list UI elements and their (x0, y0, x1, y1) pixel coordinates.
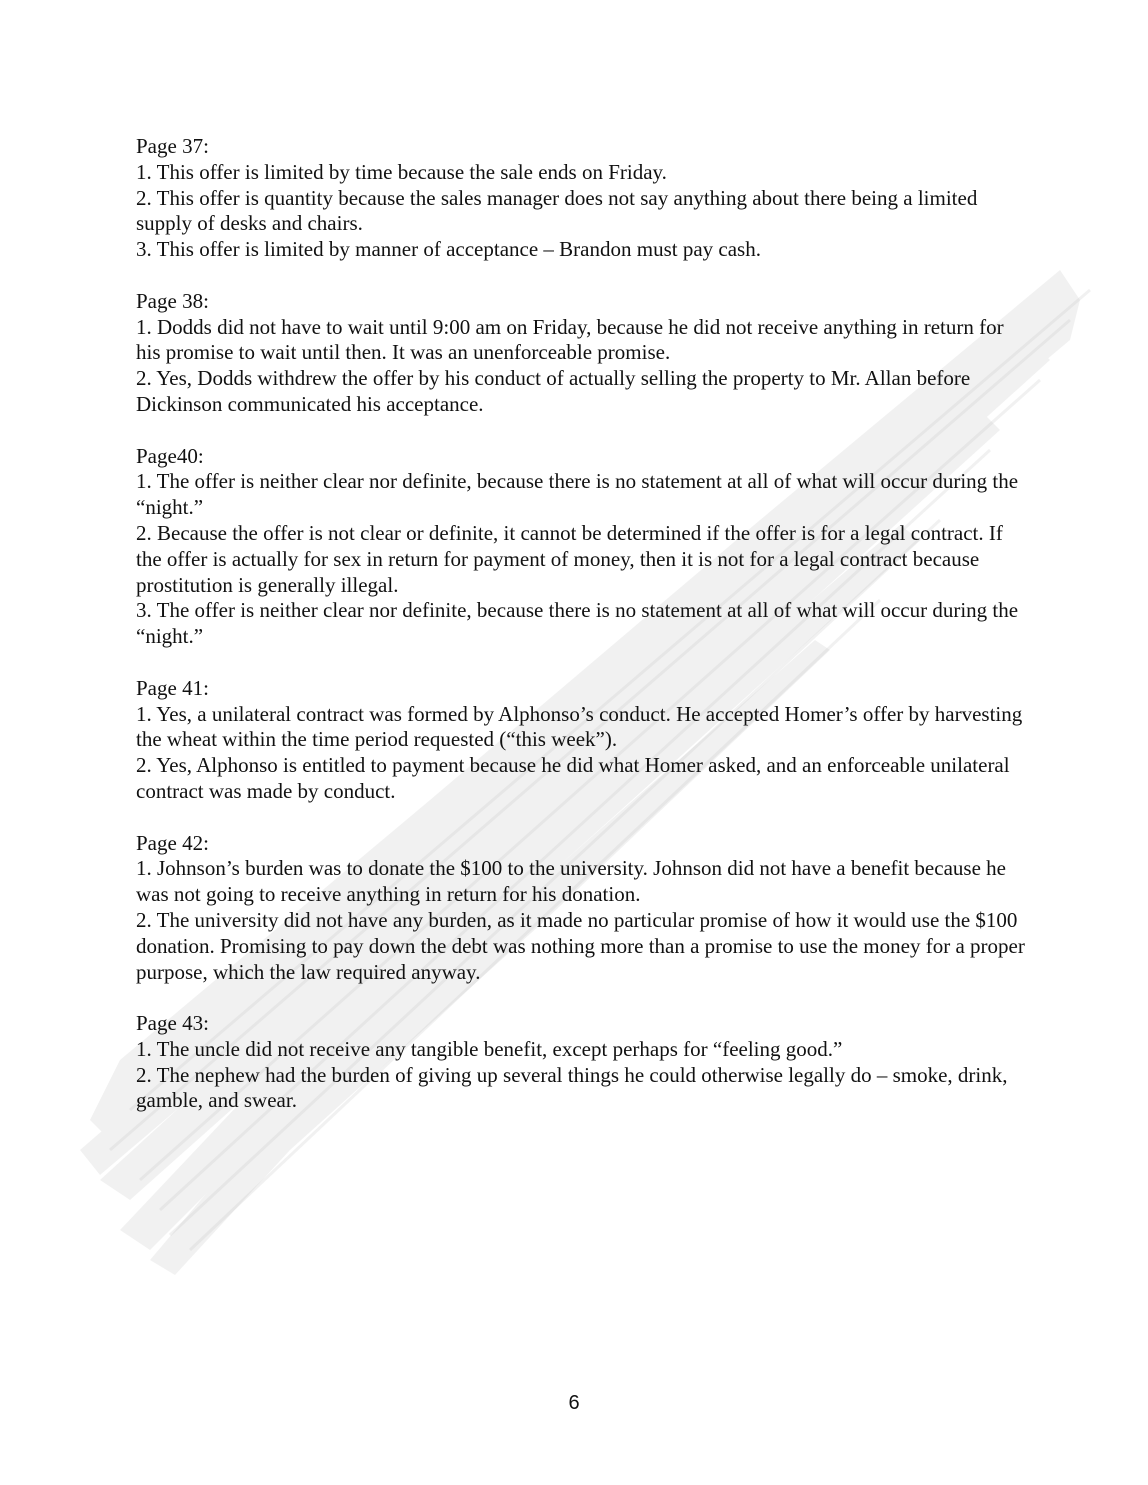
answer-item: 1. Yes, a unilateral contract was formed by Alphonso’s conduct. He accepted Homer’s offer by harvesting the wheat within the time period requested (“this week”). (136, 701, 1023, 752)
answer-item: 1. The uncle did not receive any tangible benefit, except perhaps for “feeling good.” (136, 1036, 843, 1061)
answer-item: 1. This offer is limited by time because the sale ends on Friday. (136, 159, 667, 184)
answer-section-page-38 (136, 289, 1026, 418)
answer-item: 1. Johnson’s burden was to donate the $100 to the university. Johnson did not have a benefit because he was not going to receive anything in return for his donation. (136, 856, 1006, 907)
section-heading: Page 41: (136, 675, 209, 700)
page-number: 6 (568, 1392, 580, 1414)
answer-section-page-42 (136, 831, 1026, 986)
answer-item: 2. Yes, Dodds withdrew the offer by his conduct of actually selling the property to Mr. Allan before Dickinson communicated his acceptance. (136, 366, 971, 416)
answer-item: 1. The offer is neither clear nor definite, because there is no statement at all of what will occur during the “night.” (136, 469, 1019, 520)
answer-item: 2. Because the offer is not clear or definite, it cannot be determined if the offer is for a legal contract. If the offer is actually for sex in return for payment of money, then it is not for a legal contract because prostitution is generally illegal. (136, 520, 1003, 597)
answer-section-page-40 (136, 444, 1026, 650)
answer-item: 2. The nephew had the burden of giving up several things he could otherwise legally do – smoke, drink, gamble, and swear. (136, 1062, 1008, 1113)
answer-item: 2. Yes, Alphonso is entitled to payment because he did what Homer asked, and an enforceable unilateral contract was made by conduct. (136, 753, 1010, 803)
answer-item: 2. This offer is quantity because the sales manager does not say anything about there being a limited supply of desks and chairs. (136, 185, 978, 236)
answer-item: 2. The university did not have any burden, as it made no particular promise of how it would use the $100 donation. Promising to pay down the debt was nothing more than a promise to use the money for a proper purpose, which the law required anyway. (136, 907, 1025, 984)
section-heading: Page 37: (136, 134, 209, 158)
answer-item: 3. The offer is neither clear nor definite, because there is no statement at all of what will occur during the “night.” (136, 598, 1019, 649)
section-heading: Page 43: (136, 1011, 209, 1036)
answer-section-page-43 (136, 1011, 1026, 1114)
section-heading: Page40: (136, 443, 204, 468)
answer-key-content (136, 134, 1026, 1140)
answer-section-page-41 (136, 676, 1026, 805)
section-heading: Page 38: (136, 288, 209, 313)
section-heading: Page 42: (136, 830, 209, 855)
answer-item: 3. This offer is limited by manner of acceptance – Brandon must pay cash. (136, 237, 761, 262)
answer-section-page-37 (136, 134, 1026, 263)
answer-item: 1. Dodds did not have to wait until 9:00 am on Friday, because he did not receive anything in return for his promise to wait until then. It was an unenforceable promise. (136, 314, 1004, 365)
